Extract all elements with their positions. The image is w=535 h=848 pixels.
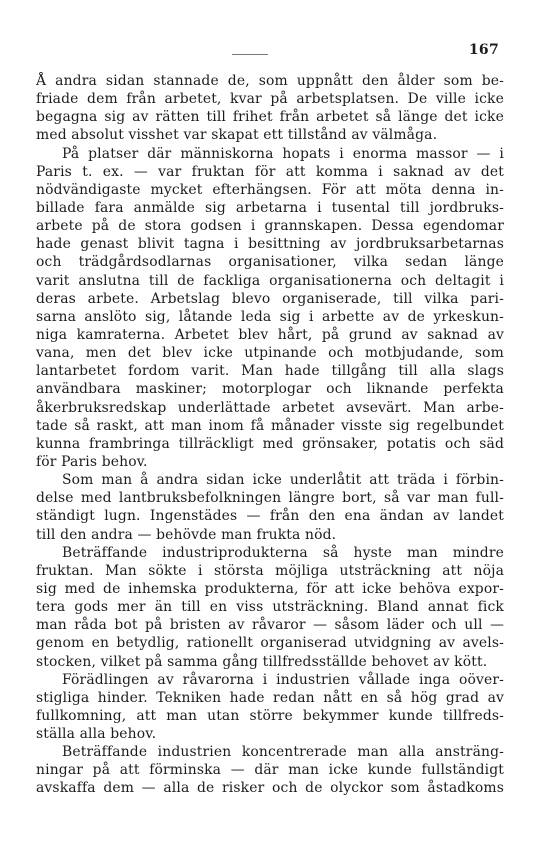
text-line: stocken, vilket på samma gång tillfredsställde behovet av kött.	[36, 653, 488, 670]
text-line: stigliga hinder. Tekniken hade redan nått en så hög grad av	[36, 689, 504, 706]
text-line: ställa alla behov.	[36, 726, 157, 743]
text-line: Beträffande industriprodukterna så hyste man mindre	[62, 544, 504, 561]
text-line: sig med de inhemska produkterna, för att icke behöva expor-	[36, 580, 504, 597]
text-line: arbete på de stora godsen i grannskapen. Dessa egendomar	[36, 218, 504, 235]
text-line: På platser där människorna hopats i enorma massor — i	[62, 145, 504, 162]
text-line: kunna frambringa tillräckligt med grönsaker, potatis och säd	[36, 435, 504, 452]
text-line: åkerbruksredskap underlättade arbetet avsevärt. Man arbe-	[36, 399, 504, 416]
text-line: delse med lantbruksbefolkningen längre bort, så var man full-	[36, 490, 504, 507]
text-line: avskaffa dem — alla de risker och de olyckor som åstadkoms	[36, 780, 504, 797]
text-line: Paris t. ex. — var fruktan för att komma i saknad av det	[36, 163, 504, 180]
text-line: billade fara anmälde sig arbetarna i tusental till jordbruks-	[36, 199, 504, 216]
text-line: man råda bot på bristen av råvaror — såsom läder och ull —	[36, 617, 504, 634]
text-line: genom en betydlig, rationellt organiserad utvidgning av avels-	[36, 635, 504, 652]
text-line: Förädlingen av råvarorna i industrien vållade inga oöver-	[62, 671, 504, 688]
text-line: vana, men det blev icke utpinande och motbjudande, som	[36, 345, 504, 362]
text-line: tera gods mer än till en viss utsträckning. Bland annat fick	[36, 599, 504, 616]
text-line: fruktan. Man sökte i största möjliga utsträckning att nöja	[36, 562, 504, 579]
text-line: Som man å andra sidan icke underlåtit att träda i förbin-	[62, 472, 504, 489]
text-line: ständigt lugn. Ingenstädes — från den ena ändan av landet	[36, 508, 504, 525]
page-number: 167	[468, 42, 499, 58]
body-text	[36, 72, 504, 798]
header-rule	[232, 54, 268, 55]
text-line: användbara maskiner; motorplogar och liknande perfekta	[36, 381, 504, 398]
text-line: tade så raskt, att man inom få månader visste sig regelbundet	[36, 417, 504, 434]
text-line: varit anslutna till de fackliga organisationerna och deltagit i	[36, 272, 504, 289]
text-line: lantarbetet fordom varit. Man hade tillgång till alla slags	[36, 363, 504, 380]
text-line: Å andra sidan stannade de, som uppnått den ålder som be-	[36, 73, 504, 89]
text-line: Beträffande industrien koncentrerade man alla ansträng-	[62, 744, 504, 761]
text-line: ningar på att förminska — där man icke kunde fullständigt	[36, 762, 504, 779]
text-line: och trädgårdsodlarnas organisationer, vilka sedan länge	[36, 254, 504, 271]
text-line: niga kamraterna. Arbetet blev hårt, på grund av saknad av	[36, 326, 504, 343]
text-line: med absolut visshet var skapat ett tillstånd av välmåga.	[36, 127, 438, 144]
text-line: till den andra — behövde man frukta nöd.	[36, 526, 337, 543]
text-line: deras arbete. Arbetslag blevo organiserade, till vilka pari-	[36, 290, 504, 307]
text-line: sarna anslöto sig, låtande leda sig i arbette av de yrkeskun-	[36, 308, 504, 325]
text-line: nödvändigaste mycket efterhängsen. För att möta denna in-	[36, 181, 504, 198]
text-line: för Paris behov.	[36, 453, 148, 470]
text-line: begagna sig av rätten till frihet från arbetet så länge det icke	[36, 109, 504, 126]
text-line: fullkomning, att man utan större bekymmer kunde tillfreds-	[36, 707, 504, 724]
text-line: hade genast blivit tagna i besittning av jordbruksarbetarnas	[36, 236, 504, 253]
text-line: friade dem från arbetet, kvar på arbetsplatsen. De ville icke	[36, 91, 504, 108]
